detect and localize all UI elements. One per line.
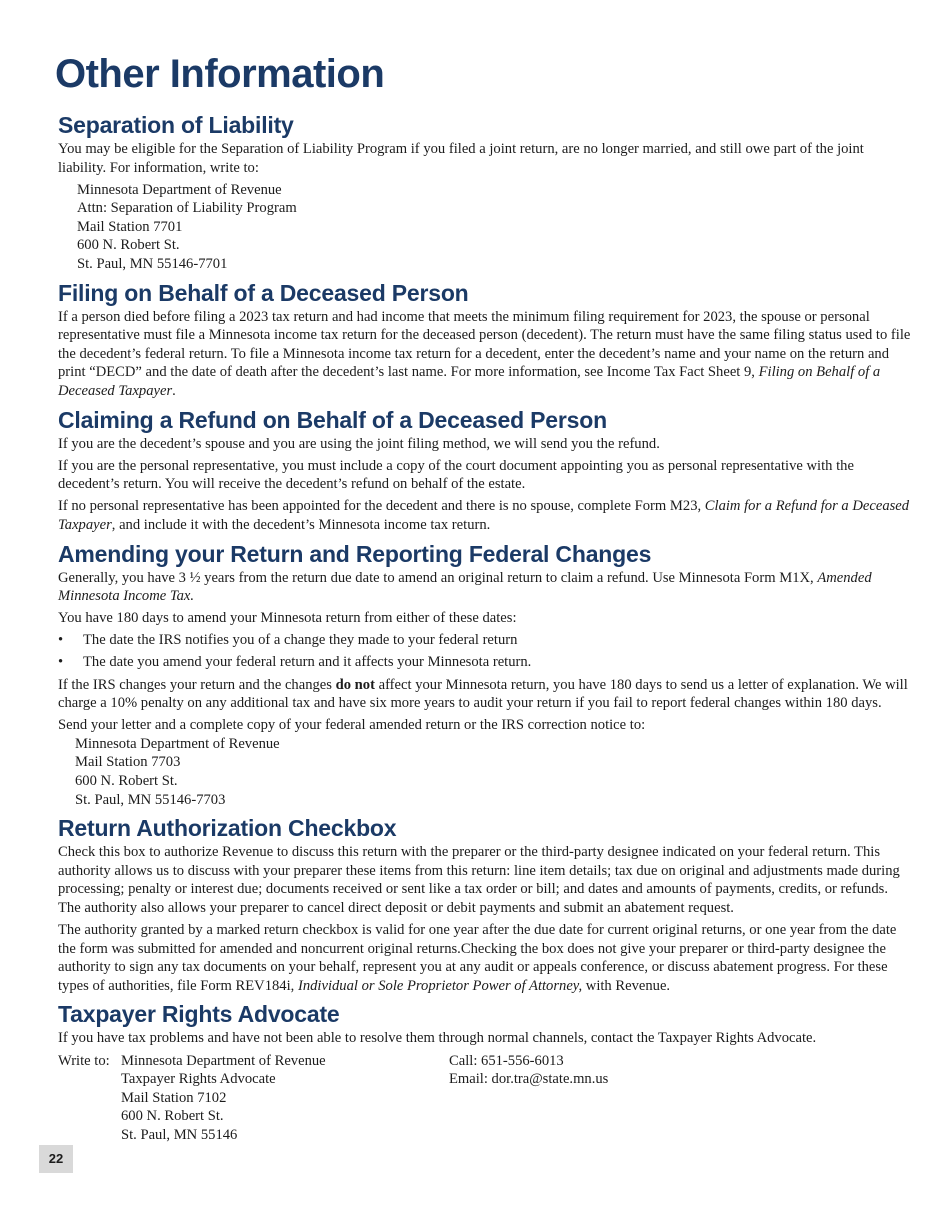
phone-number: Call: 651-556-6013 [449,1052,564,1069]
page-number: 22 [39,1145,73,1173]
text-run: The authority granted by a marked return checkbox is valid for one year after the due date for current original returns, or one year from the date the form was submitted for amended and noncurrent original returns.Checking the box does not give your preparer or third-party designee the authority to sign any tax documents on your behalf, represent you at any audit or appeals conference, or discuss abatement progress. For these types of authorities, file Form REV184i, [58,922,897,994]
paragraph [58,676,914,713]
text-run: with Revenue. [582,977,671,994]
paragraph: Check this box to authorize Revenue to discuss this return with the preparer or the third-party designee indicated on your federal return. This authority allows us to discuss with your preparer these items from this return: line item details; tax due on original and adjustments made during processing; penalty or interest due; documents received or sent like a tax order or bill; and dates and amounts of payments, credits, or refunds. The authority also allows your preparer to cancel direct deposit or debit payments and submit an abatement request. [58,844,900,916]
address-line: 600 N. Robert St. [75,773,178,790]
publication-title: Filing on Behalf of a Deceased Taxpayer [58,364,881,400]
write-to-label: Write to: [58,1052,110,1069]
page-content [58,110,914,1149]
text-run: If no personal representative has been appointed for the decedent and there is no spouse, complete Form M23, [58,498,705,515]
section-return-authorization [58,813,914,995]
paragraph [58,308,914,401]
section-heading: Amending your Return and Reporting Federal Changes [58,540,652,567]
address-line: Taxpayer Rights Advocate [121,1071,276,1088]
paragraph: Send your letter and a complete copy of your federal amended return or the IRS correction notice to: [58,717,646,734]
list-item-text: The date the IRS notifies you of a change they made to your federal return [83,632,518,649]
section-heading: Claiming a Refund on Behalf of a Deceased Person [58,406,607,433]
section-refund-deceased [58,405,914,535]
section-heading: Separation of Liability [58,112,294,138]
emphasis: do not [335,676,375,693]
list-item [58,653,914,672]
form-title: Amended Minnesota Income Tax. [58,569,872,605]
address-line: 600 N. Robert St. [121,1108,224,1125]
address-line: St. Paul, MN 55146 [121,1126,238,1143]
text-run: If the IRS changes your return and the changes [58,676,336,693]
mailing-address [121,1052,449,1145]
paragraph: If you have tax problems and have not been able to resolve them through normal channels, contact the Taxpayer Rights Advocate. [58,1030,817,1047]
email-address[interactable]: Email: dor.tra@state.mn.us [449,1071,609,1088]
bullet-icon: • [58,654,64,671]
text-run: Generally, you have 3 ½ years from the return due date to amend an original return to claim a refund. Use Minnesota Form M1X, [58,569,818,586]
address-line: St. Paul, MN 55146-7703 [75,791,226,808]
address-line: Mail Station 7701 [77,218,183,235]
section-amending-return [58,539,914,810]
address-line: Minnesota Department of Revenue [77,181,282,198]
mailing-address [58,735,914,809]
text-run: If a person died before filing a 2023 tax return and had income that meets the minimum filing requirement for 2023, the spouse or personal representative must file a Minnesota income tax return for the deceased person (decedent). The return must have the same filing status used to file the decedent’s federal return. To file a Minnesota income tax return for a decedent, enter the decedent’s name and your name on the return and print “DECD” and the date of death after the decedent’s last name. For more information, see Income Tax Fact Sheet 9, [58,308,911,381]
paragraph [58,921,914,995]
form-title: Claim for a Refund for a Deceased Taxpayer [58,498,910,533]
bullet-list [58,631,914,672]
text-run: , and include it with the decedent’s Minnesota income tax return. [111,517,491,533]
section-heading: Filing on Behalf of a Deceased Person [58,279,469,306]
paragraph: If you are the personal representative, you must include a copy of the court document appointing you as personal representative with the decedent’s return. You will receive the decedent’s refund on behalf of the estate. [58,457,854,493]
address-line: Attn: Separation of Liability Program [77,200,297,217]
page-title: Other Information [55,52,385,96]
section-heading: Return Authorization Checkbox [58,815,397,842]
list-item-text: The date you amend your federal return and it affects your Minnesota return. [83,654,532,671]
paragraph [58,497,914,534]
list-item [58,631,914,650]
mailing-address [58,181,914,274]
address-line: Mail Station 7102 [121,1089,227,1106]
contact-info [58,1052,914,1145]
form-title: Individual or Sole Proprietor Power of Attorney, [297,977,583,994]
address-line: Minnesota Department of Revenue [75,735,280,752]
paragraph: You may be eligible for the Separation of Liability Program if you filed a joint return, are no longer married, and still owe part of the joint liability. For information, write to: [58,141,864,176]
text-run: . [172,383,176,400]
text-run: affect your Minnesota return, you have 180 days to send us a letter of explanation. We will charge a 10% penalty on any additional tax and have six more years to audit your return if you fail to report federal changes within 180 days. [58,676,908,712]
address-line: St. Paul, MN 55146-7701 [77,256,228,273]
paragraph: You have 180 days to amend your Minnesota return from either of these dates: [58,610,517,627]
section-taxpayer-rights-advocate [58,999,914,1144]
bullet-icon: • [58,632,64,649]
paragraph: If you are the decedent’s spouse and you are using the joint filing method, we will send you the refund. [58,435,660,452]
section-deceased-filing [58,278,914,401]
address-line: Mail Station 7703 [75,754,181,771]
address-line: Minnesota Department of Revenue [121,1052,326,1069]
section-separation-of-liability [58,110,914,274]
paragraph [58,569,914,606]
phone-email [449,1052,608,1145]
address-line: 600 N. Robert St. [77,237,180,254]
section-heading: Taxpayer Rights Advocate [58,1001,340,1028]
